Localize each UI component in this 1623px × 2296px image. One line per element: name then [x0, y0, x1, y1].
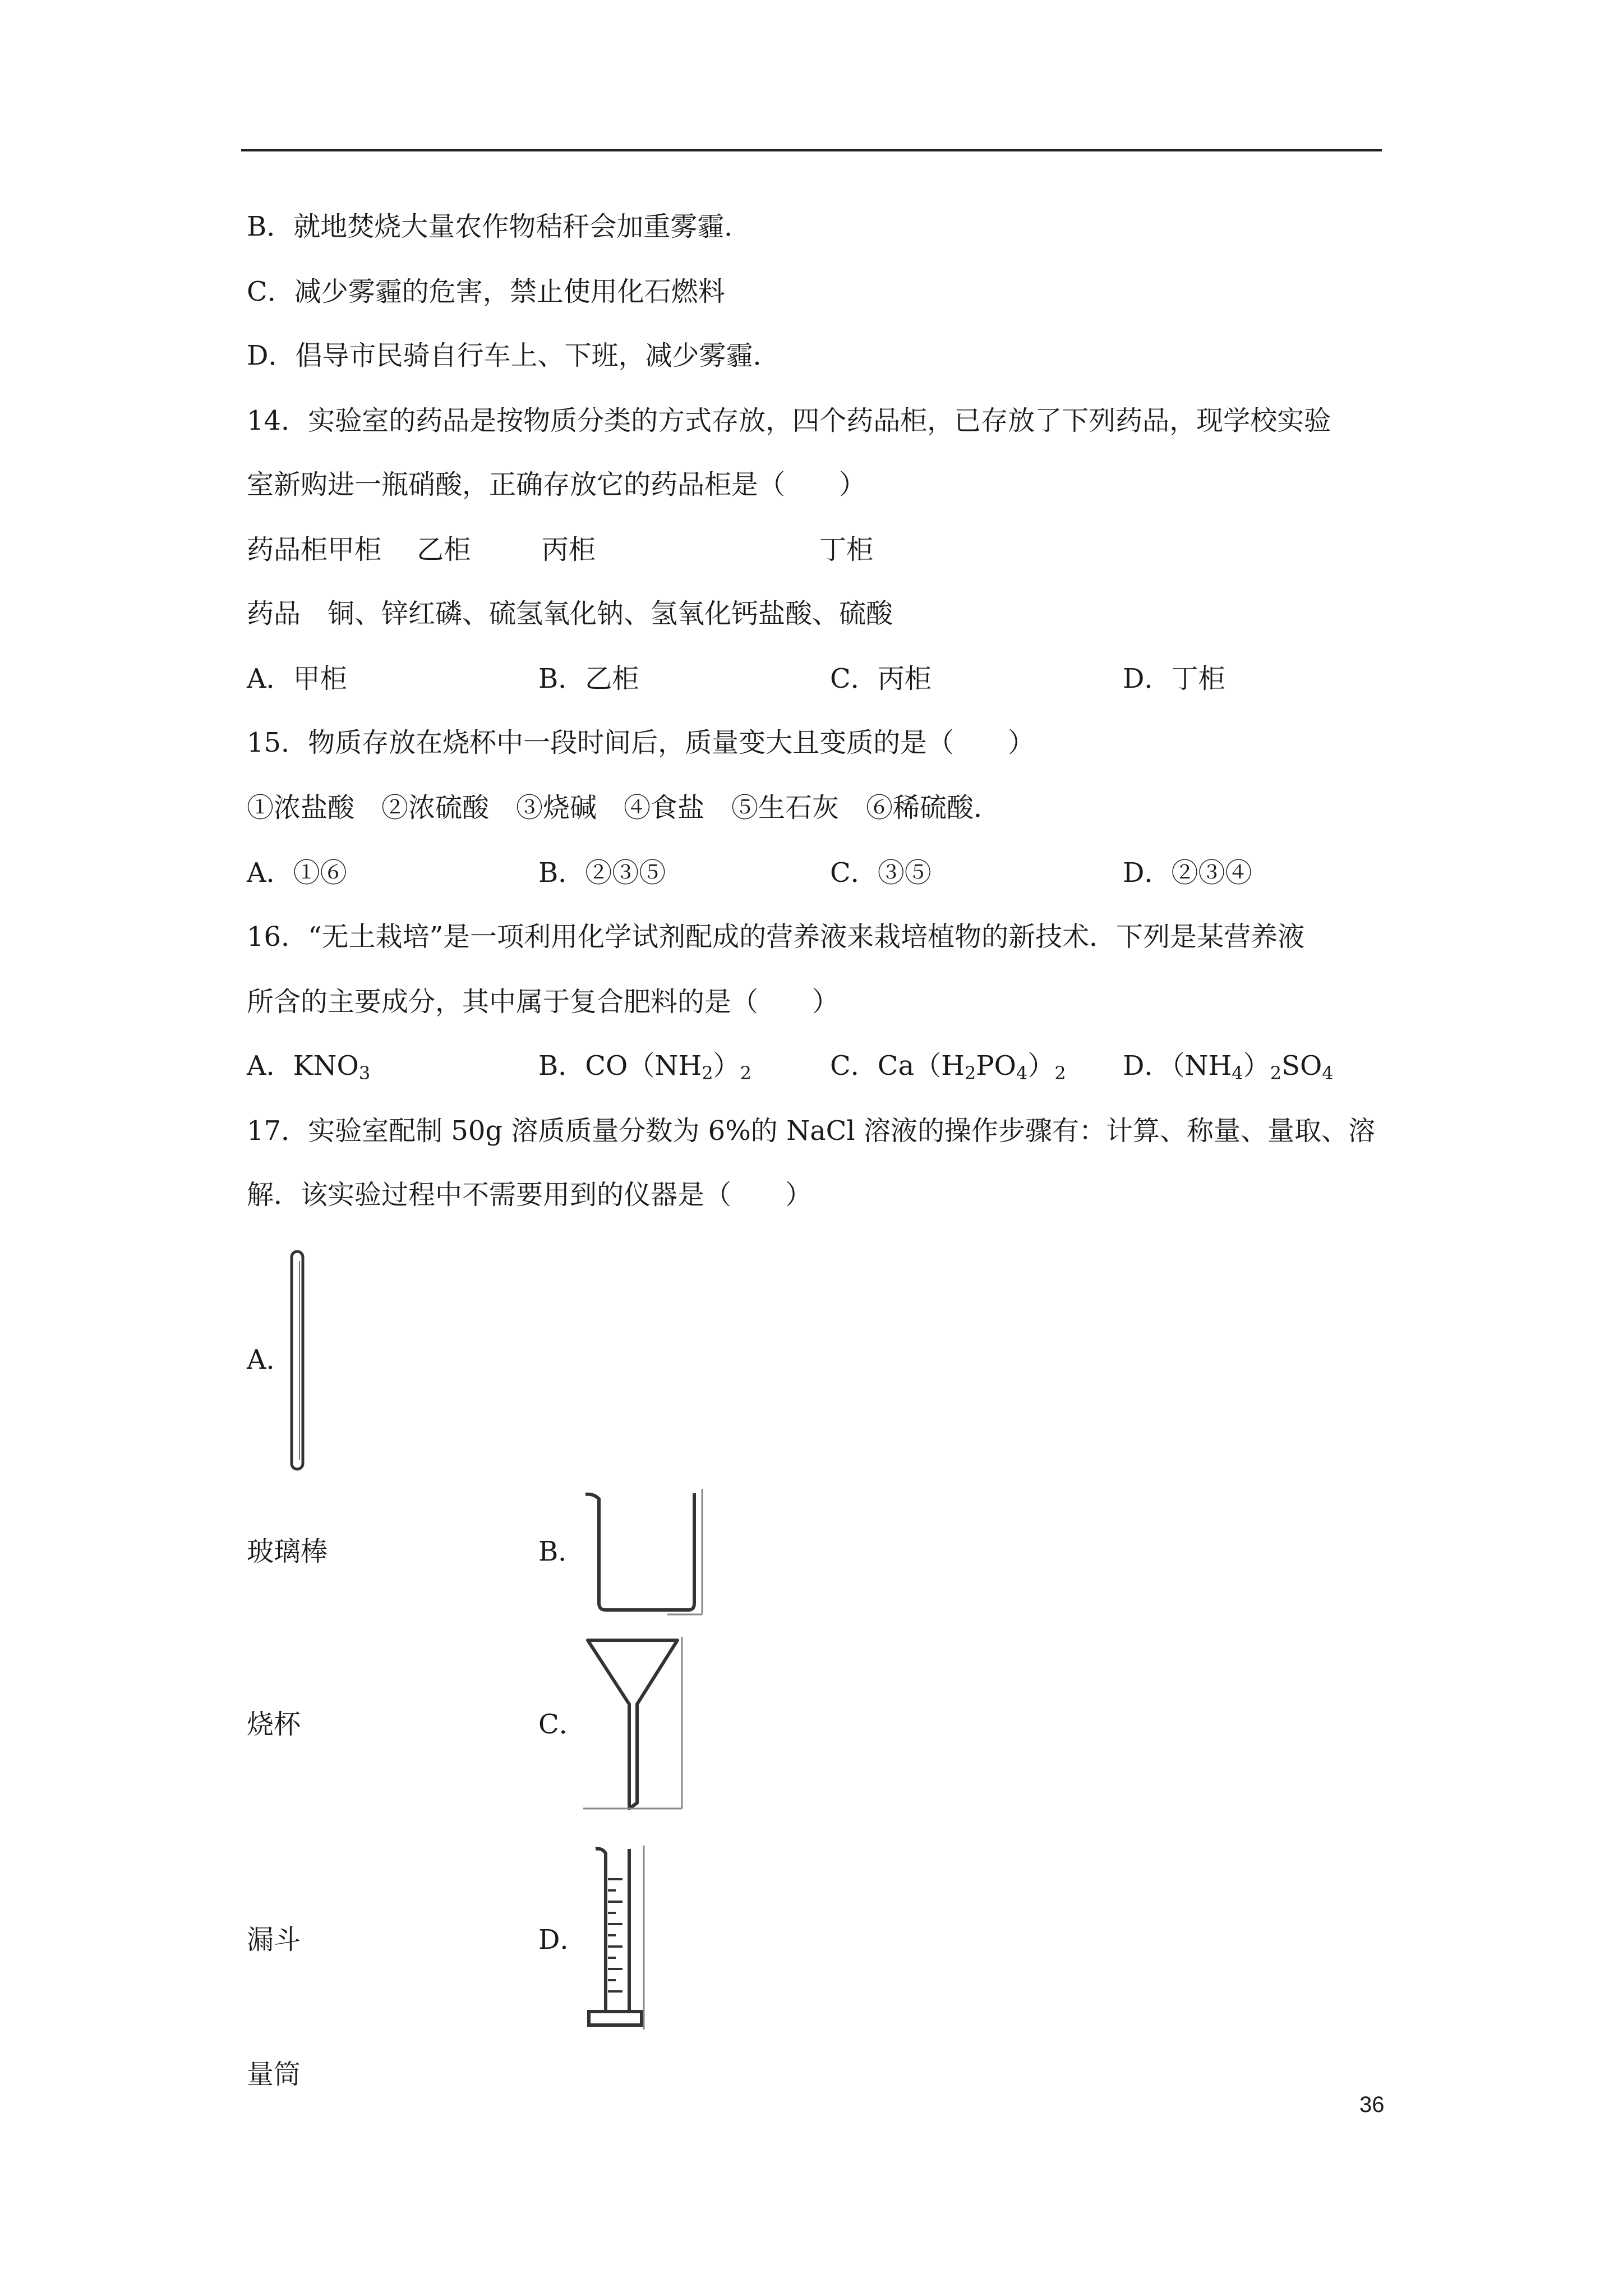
q16-option-b: B．$CO(NH_2)_2$ — [538, 1050, 751, 1084]
q15-option-c: C．③⑤ — [830, 857, 932, 889]
q14-option-d: D．丁柜 — [1123, 663, 1225, 694]
q16-option-c: C．$Ca(H_2PO_4)_2$ — [830, 1050, 1066, 1084]
q17-option-d-name: 量筒 — [247, 2059, 301, 2090]
q16-option-a: A．$KNO_3$ — [247, 1050, 371, 1084]
question-15-line-1: 15．物质存放在烧杯中一段时间后，质量变大且变质的是（ ） — [247, 727, 1035, 758]
graduated-cylinder-icon — [583, 1846, 651, 2031]
question-15-line-2: ①浓盐酸 ②浓硫酸 ③烧碱 ④食盐 ⑤生石灰 ⑥稀硫酸． — [247, 792, 1001, 823]
q17-option-c-name: 漏斗 — [247, 1924, 301, 1955]
q17-option-a-letter: A． — [247, 1344, 293, 1375]
q17-option-d-letter: D． — [538, 1924, 587, 1955]
q15-option-b: B．②③⑤ — [538, 857, 666, 889]
question-14-cabinets: 药品柜甲柜 乙柜 丙柜 丁柜 — [247, 534, 874, 565]
question-17-line-2: 解．该实验过程中不需要用到的仪器是（ ） — [247, 1179, 813, 1211]
q16-option-d: D．$(NH_4)_2SO_4$ — [1123, 1050, 1334, 1084]
page-number: 36 — [1359, 2092, 1385, 2117]
question-14-items: 药品 铜、锌红磷、硫氢氧化钠、氢氧化钙盐酸、硫酸 — [247, 598, 893, 629]
option-c-line: C．减少雾霾的危害，禁止使用化石燃料 — [247, 276, 725, 307]
q17-option-c-letter: C． — [538, 1709, 586, 1740]
q15-option-d: D．②③④ — [1123, 857, 1252, 889]
question-14-line-2: 室新购进一瓶硝酸，正确存放它的药品柜是（ ） — [247, 469, 866, 500]
q14-option-b: B．乙柜 — [538, 663, 639, 694]
option-d-line: D．倡导市民骑自行车上、下班，减少雾霾． — [247, 340, 780, 371]
question-16-line-2: 所含的主要成分，其中属于复合肥料的是（ ） — [247, 986, 840, 1018]
q17-option-b-letter: B． — [538, 1536, 585, 1567]
q14-option-a: A．甲柜 — [247, 663, 347, 694]
question-17-line-1: 17．实验室配制 50g 溶质质量分数为 6%的 NaCl 溶液的操作步骤有：计算、称量、量取、溶 — [247, 1115, 1376, 1147]
q17-option-a-name: 玻璃棒 — [247, 1536, 328, 1567]
header-rule — [241, 149, 1382, 151]
beaker-icon — [583, 1488, 707, 1617]
funnel-icon — [583, 1637, 684, 1811]
glass-rod-icon — [288, 1250, 307, 1472]
q14-option-c: C．丙柜 — [830, 663, 932, 694]
option-b-line: B．就地焚烧大量农作物秸秆会加重雾霾． — [247, 211, 751, 242]
question-14-line-1: 14．实验室的药品是按物质分类的方式存放，四个药品柜，已存放了下列药品，现学校实验 — [247, 405, 1331, 436]
q17-option-b-name: 烧杯 — [247, 1709, 301, 1740]
q15-option-a: A．①⑥ — [247, 857, 347, 889]
question-16-line-1: 16．“无土栽培”是一项利用化学试剂配成的营养液来栽培植物的新技术．下列是某营养液 — [247, 921, 1305, 953]
